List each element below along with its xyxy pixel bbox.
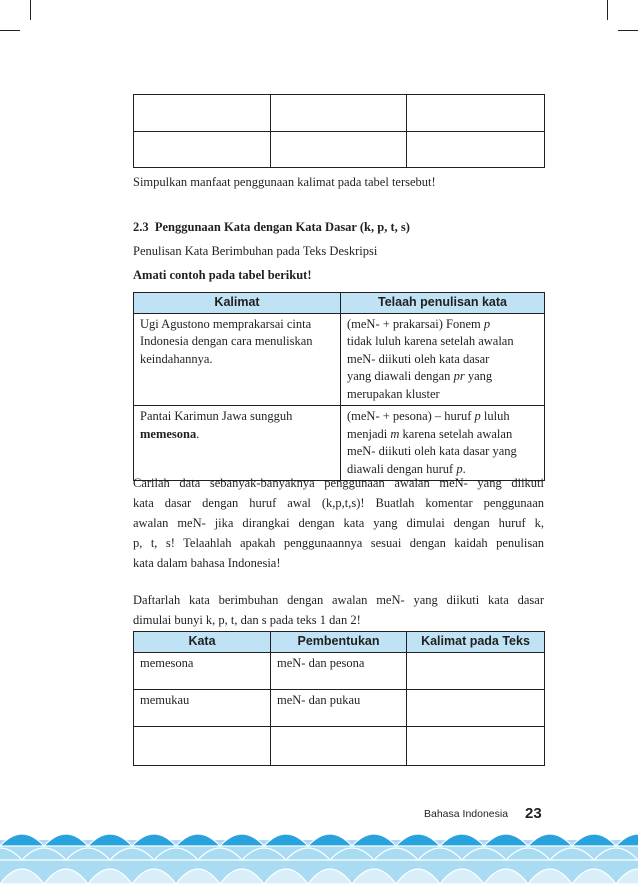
table-cell <box>271 95 407 132</box>
sentence-cell <box>407 689 545 726</box>
paragraph-line: dimulai bunyi k, p, t, dan s pada teks 1 dan 2! <box>133 613 361 627</box>
summary-instruction: Simpulkan manfaat penggunaan kalimat pada tabel tersebut! <box>133 175 436 189</box>
subtitle: Penulisan Kata Berimbuhan pada Teks Deskripsi <box>133 244 378 258</box>
section-heading <box>133 218 544 237</box>
sentence-cell <box>134 313 341 406</box>
analysis-line: (meN- + prakarsai) Fonem p <box>347 316 491 331</box>
wave-scallop <box>44 834 88 846</box>
sentence-line: keindahannya. <box>140 351 213 366</box>
column-header-kata: Kata <box>134 632 271 653</box>
column-header-pembentukan: Pembentukan <box>271 632 407 653</box>
paragraph-line: kata dasar dengan huruf awal (k,p,t,s)! Buatlah komentar penggunaan <box>133 496 544 510</box>
column-header-kalimat-teks: Kalimat pada Teks <box>407 632 545 653</box>
blank-top-table <box>133 94 545 168</box>
word-table <box>133 631 545 766</box>
table-cell <box>407 132 545 168</box>
word-cell: memukau <box>134 689 271 726</box>
paragraph-instruction <box>133 473 544 573</box>
paragraph-line: p, t, s! Telaahlah apakah penggunaannya sesuai dengan kaidah penulisan <box>133 536 544 550</box>
sentence-line: Pantai Karimun Jawa sungguh <box>140 409 293 423</box>
crop-mark <box>618 30 638 31</box>
sentence-line: Ugi Agustono memprakarsai cinta <box>140 316 312 331</box>
wave-scallop <box>572 834 616 846</box>
italic-letter: p <box>474 409 481 423</box>
analysis-cell <box>341 313 545 406</box>
sentence-line <box>140 426 334 444</box>
sentence-cell <box>407 652 545 689</box>
analysis-line: yang diawali dengan pr yang <box>347 369 493 383</box>
analysis-line: merupakan kluster <box>347 386 440 401</box>
analysis-line: meN- diikuti oleh kata dasar yang <box>347 444 517 458</box>
bold-word: memesona <box>140 426 197 441</box>
table-cell <box>134 132 271 168</box>
wave-scallop <box>220 834 264 846</box>
italic-letter: pr <box>453 369 465 383</box>
wave-scallop <box>484 834 528 846</box>
wave-scallop <box>440 834 484 846</box>
paragraph-line: awalan meN- jika dirangkai dengan kata yang dimulai dengan huruf k, <box>133 516 544 530</box>
analysis-line: meN- diikuti oleh kata dasar <box>347 351 490 366</box>
italic-letter: p <box>456 461 463 476</box>
wave-scallop <box>396 834 440 846</box>
analysis-line: menjadi m karena setelah awalan <box>347 426 513 441</box>
sentence-line: Indonesia dengan cara menuliskan <box>140 334 313 348</box>
list-instruction <box>133 590 544 630</box>
sentence-cell <box>134 406 341 481</box>
section-title: Penggunaan Kata dengan Kata Dasar (k, p, t, s) <box>154 220 410 234</box>
italic-letter: p <box>483 316 491 331</box>
crop-mark <box>0 30 20 31</box>
word-cell <box>134 726 271 765</box>
italic-letter: m <box>390 426 400 441</box>
example-table <box>133 292 545 481</box>
analysis-line: diawali dengan huruf p. <box>347 461 466 476</box>
sentence-end: . <box>196 426 200 441</box>
table-cell <box>134 95 271 132</box>
wave-scallop <box>176 834 220 846</box>
wave-scallop <box>88 834 132 846</box>
table-cell <box>407 95 545 132</box>
analysis-cell <box>341 406 545 481</box>
section-number: 2.3 <box>133 220 149 234</box>
wave-scallop <box>352 834 396 846</box>
wave-scallop <box>264 834 308 846</box>
formation-cell: meN- dan pukau <box>271 689 407 726</box>
table-cell <box>271 132 407 168</box>
paragraph-line: kata dalam bahasa Indonesia! <box>133 556 281 570</box>
wave-scallop <box>308 834 352 846</box>
column-header-kalimat: Kalimat <box>134 293 341 314</box>
word-cell: memesona <box>134 652 271 689</box>
book-title: Bahasa Indonesia <box>424 808 509 820</box>
wave-scallop <box>0 834 44 846</box>
paragraph-line: Daftarlah kata berimbuhan dengan awalan meN- yang diikuti kata dasar <box>133 593 544 607</box>
formation-cell <box>271 726 407 765</box>
sentence-cell <box>407 726 545 765</box>
wave-decoration <box>0 814 638 884</box>
paragraph-line: Carilah data sebanyak-banyaknya penggunaan awalan meN- yang diikuti <box>133 476 544 490</box>
column-header-telaah: Telaah penulisan kata <box>341 293 545 314</box>
wave-scallop <box>132 834 176 846</box>
formation-cell: meN- dan pesona <box>271 652 407 689</box>
crop-mark <box>30 0 31 20</box>
page-number: 23 <box>525 805 542 822</box>
analysis-line: (meN- + pesona) – huruf p luluh <box>347 409 510 423</box>
analysis-line: tidak luluh karena setelah awalan <box>347 334 514 348</box>
wave-scallop <box>528 834 572 846</box>
crop-mark <box>607 0 608 20</box>
observe-instruction: Amati contoh pada tabel berikut! <box>133 268 312 282</box>
